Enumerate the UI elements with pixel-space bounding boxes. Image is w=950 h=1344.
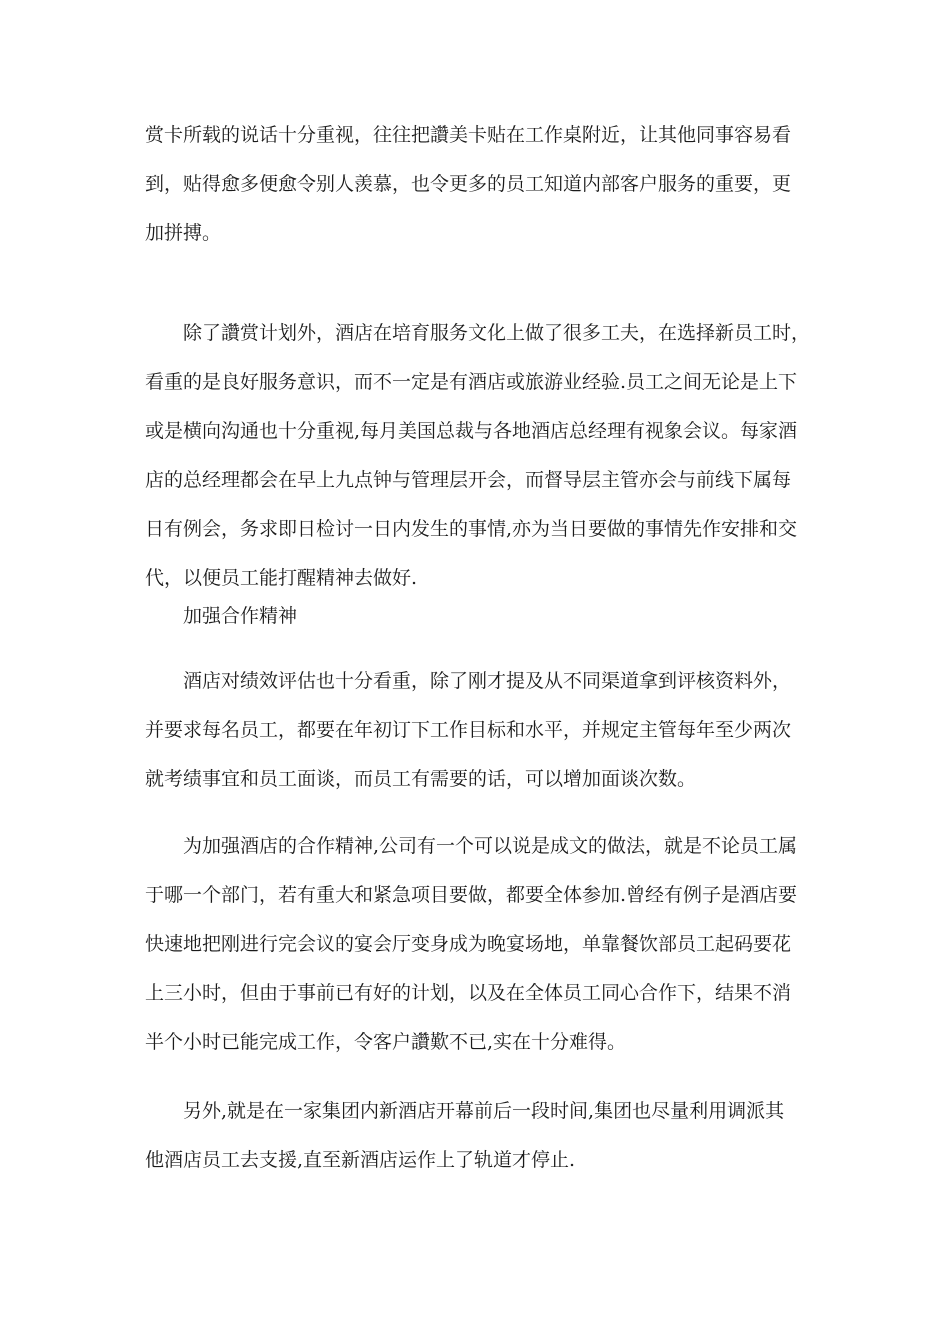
text-line: 日有例会，务求即日检讨一日内发生的事情,亦为当日要做的事情先作安排和交: [145, 518, 798, 540]
text-line: 就考绩事宜和员工面谈，而员工有需要的话，可以增加面谈次数。: [145, 768, 697, 790]
text-line: 或是横向沟通也十分重视,每月美国总裁与各地酒店总经理有视象会议。每家酒: [145, 420, 798, 442]
text-line: 代，以便员工能打醒精神去做好.: [145, 567, 418, 589]
text-line: 快速地把刚进行完会议的宴会厅变身成为晚宴场地，单靠餐饮部员工起码要花: [145, 933, 792, 955]
text-line: 半个小时已能完成工作，令客户讚歎不已,实在十分难得。: [145, 1031, 627, 1053]
section-heading: [145, 599, 810, 648]
heading-text: 加强合作精神: [183, 605, 298, 627]
paragraph-praise-cards: [145, 118, 810, 265]
text-line: 除了讚赏计划外，酒店在培育服务文化上做了很多工夫，在选择新员工时，: [183, 322, 811, 344]
text-line: 店的总经理都会在早上九点钟与管理层开会，而督导层主管亦会与前线下属每: [145, 469, 792, 491]
text-line: 并要求每名员工，都要在年初订下工作目标和水平，并规定主管每年至少两次: [145, 719, 792, 741]
text-line: 赏卡所载的说话十分重视，往往把讚美卡贴在工作桌附近，让其他同事容易看: [145, 124, 792, 146]
text-line: 他酒店员工去支援,直至新酒店运作上了轨道才停止.: [145, 1149, 576, 1171]
text-line: 看重的是良好服务意识，而不一定是有酒店或旅游业经验.员工之间无论是上下: [145, 371, 798, 393]
paragraph-performance-review: [145, 664, 810, 811]
paragraph-teamwork: [145, 829, 810, 1074]
text-line: 到，贴得愈多便愈令别人羡慕，也令更多的员工知道内部客户服务的重要，更: [145, 173, 792, 195]
paragraph-new-hotel-support: [145, 1094, 810, 1192]
text-line: 酒店对绩效评估也十分看重，除了刚才提及从不同渠道拿到评核资料外，: [183, 670, 792, 692]
text-line: 加拼搏。: [145, 222, 222, 244]
paragraph-service-culture: [145, 316, 810, 610]
text-line: 为加强酒店的合作精神,公司有一个可以说是成文的做法，就是不论员工属: [183, 835, 798, 857]
text-line: 于哪一个部门，若有重大和紧急项目要做，都要全体参加.曾经有例子是酒店要: [145, 884, 798, 906]
text-line: 另外,就是在一家集团内新酒店开幕前后一段时间,集团也尽量利用调派其: [183, 1100, 785, 1122]
text-line: 上三小时，但由于事前已有好的计划，以及在全体员工同心合作下，结果不消: [145, 982, 792, 1004]
